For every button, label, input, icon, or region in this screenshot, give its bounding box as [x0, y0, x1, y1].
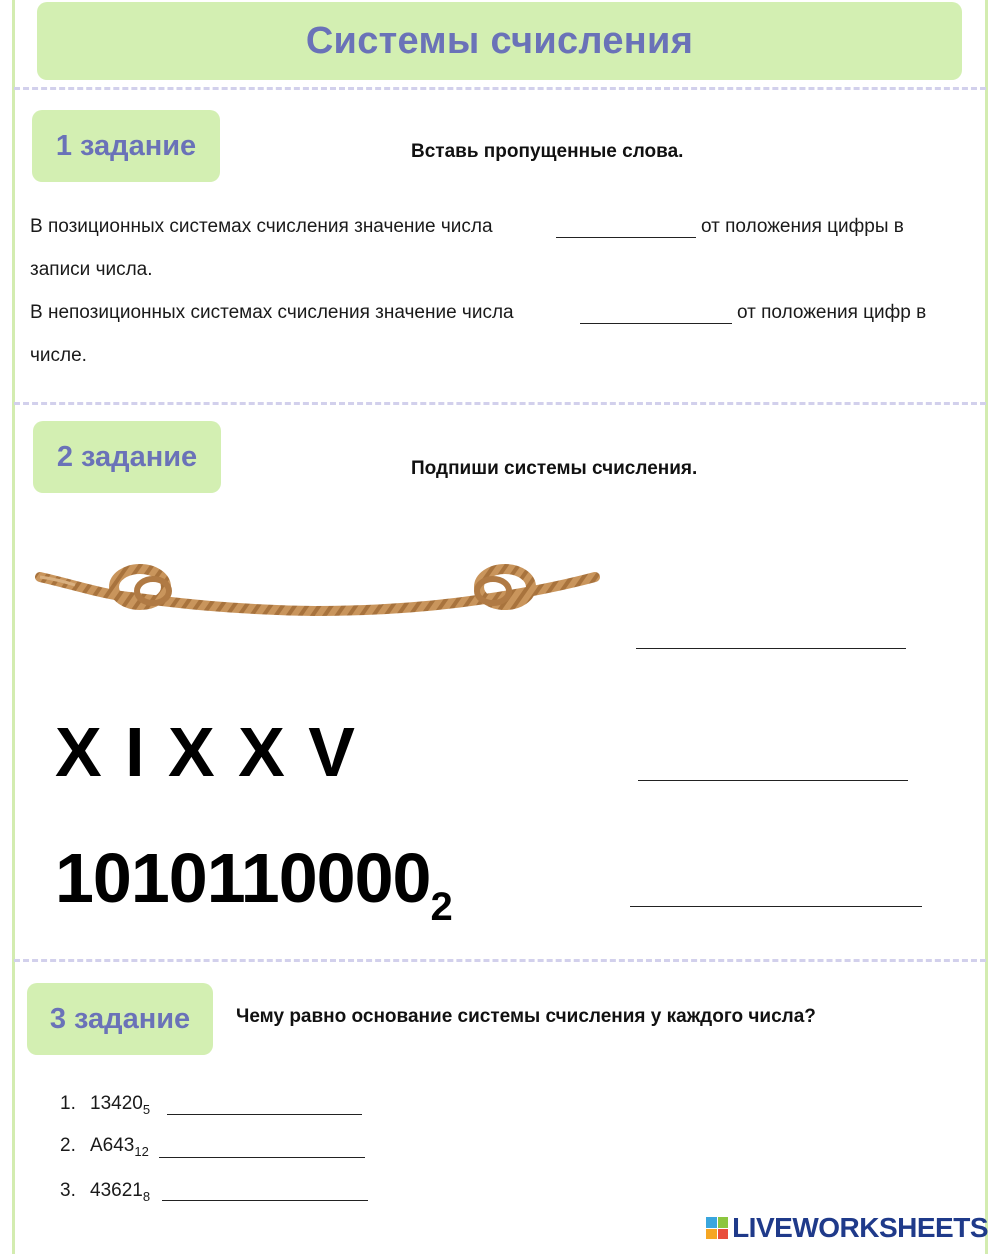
list-item-base: 8: [142, 1188, 151, 1204]
section-divider: [14, 402, 986, 405]
task1-sentence2: [30, 302, 514, 324]
roman-number: X I X X V: [55, 713, 357, 791]
task1-line4: числе.: [30, 345, 87, 366]
section-divider: [14, 87, 986, 90]
list-item: [60, 1093, 150, 1117]
task3-badge: [27, 983, 213, 1055]
list-item-number: 2.: [60, 1135, 76, 1156]
task2-badge: [33, 421, 221, 493]
list-item-base: 12: [134, 1143, 149, 1159]
list-item: [60, 1180, 150, 1204]
list-item-number: 3.: [60, 1180, 76, 1201]
list-item-value: 43621: [90, 1180, 143, 1201]
title-banner: [37, 2, 962, 80]
task3-instruction: Чему равно основание системы счисления у каждого числа?: [236, 1006, 816, 1027]
page-border-right: [985, 0, 988, 1254]
task1-badge-label: 1 задание: [55, 129, 197, 162]
page-border-left: [12, 0, 15, 1254]
task1-line3-start: В непозиционных системах счисления значение числа: [30, 302, 514, 323]
knotted-rope-image: [35, 555, 600, 625]
list-item-value: A643: [90, 1135, 135, 1156]
binary-digits: 1010110000: [55, 839, 431, 917]
task2-answer-line1[interactable]: [636, 648, 906, 649]
task1-line1-start: В позиционных системах счисления значение числа: [30, 216, 493, 237]
binary-base: 2: [430, 885, 452, 929]
list-item-value: 13420: [90, 1093, 143, 1114]
page-title: Системы счисления: [305, 19, 694, 62]
liveworksheets-logo[interactable]: [706, 1212, 988, 1244]
list-item-base: 5: [142, 1101, 151, 1117]
task2-answer-line2[interactable]: [638, 780, 908, 781]
list-item: [60, 1135, 149, 1159]
section-divider: [14, 959, 986, 962]
task1-badge: [32, 110, 220, 182]
task1-line3-end: от положения цифр в: [737, 302, 927, 323]
logo-grid-icon: [706, 1217, 728, 1239]
task1-blank2[interactable]: [580, 323, 732, 324]
task1-blank1[interactable]: [556, 237, 696, 238]
task3-answer-line3[interactable]: [162, 1200, 368, 1201]
task2-answer-line3[interactable]: [630, 906, 922, 907]
task3-answer-line1[interactable]: [167, 1114, 362, 1115]
binary-number: [55, 838, 452, 930]
list-item-number: 1.: [60, 1093, 76, 1114]
task1-sentence1: [30, 216, 493, 238]
task1-line1-end: от положения цифры в: [701, 216, 904, 237]
task3-answer-line2[interactable]: [159, 1157, 365, 1158]
logo-text: LIVEWORKSHEETS: [732, 1212, 988, 1243]
task1-line2: записи числа.: [30, 259, 153, 280]
task3-badge-label: 3 задание: [49, 1002, 191, 1035]
task2-instruction: Подпиши системы счисления.: [411, 458, 698, 479]
task1-instruction: Вставь пропущенные слова.: [411, 141, 684, 162]
task2-badge-label: 2 задание: [56, 440, 198, 473]
